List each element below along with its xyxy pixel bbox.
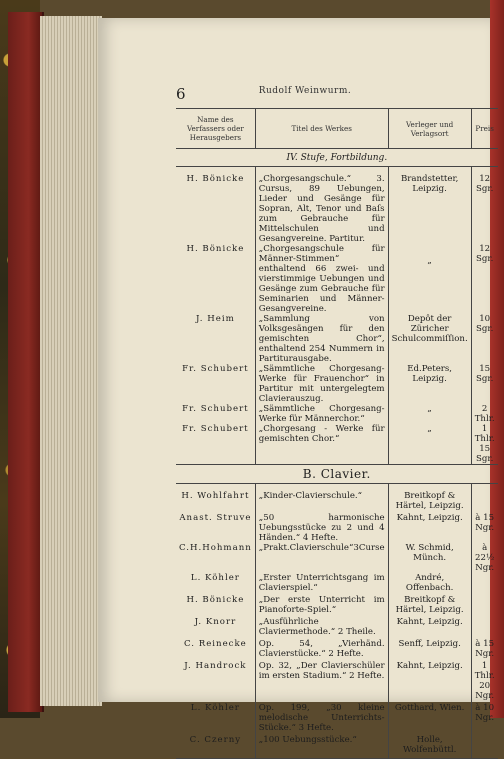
- publisher-cell: Ed.Peters, Leipzig.: [388, 364, 471, 404]
- price-cell: [471, 615, 497, 637]
- title-cell: „50 harmonische Uebungsstücke zu 2 und 4 Händen.“ 4 Hefte.: [255, 511, 388, 543]
- title-cell: „Sämmtliche Chorgesang-Werke für Frauenchor“ in Partitur mit untergelegtem Clavierauszug.: [255, 364, 388, 404]
- title-cell: „Chorgesang - Werke für gemischten Chor.“: [255, 424, 388, 465]
- table-row: [176, 424, 498, 465]
- title-cell: „Der erste Unterricht im Pianoforte-Spiel.“: [255, 593, 388, 615]
- publisher-cell: Holle, Wolfenbüttl.: [388, 733, 471, 759]
- price-cell: à 22½ Ngr.: [471, 543, 497, 573]
- title-cell: Op. 199, „30 kleine melodische Unterrichts-Stücke.“ 3 Hefte.: [255, 701, 388, 733]
- section-b-title: B. Clavier.: [176, 465, 498, 484]
- title-cell: Op. 54, „Vierhänd. Clavierstücke.“ 2 Hefte.: [255, 637, 388, 659]
- table-row: [176, 167, 498, 245]
- table-row: [176, 615, 498, 637]
- title-cell: Op. 32, „Der Clavierschüler im ersten Stadium.“ 2 Hefte.: [255, 659, 388, 701]
- publisher-cell: W. Schmid, Münch.: [388, 543, 471, 573]
- title-cell: „Erster Unterrichtsgang im Clavierspiel.“: [255, 573, 388, 593]
- table-row: [176, 404, 498, 424]
- publisher-cell: Kahnt, Leipzig.: [388, 511, 471, 543]
- author-cell: H. Bönicke: [186, 174, 245, 184]
- author-cell: C. Czerny: [176, 733, 255, 759]
- author-cell: Anast. Struve: [179, 513, 252, 523]
- table-row: [176, 593, 498, 615]
- publisher-cell: Breitkopf & Härtel, Leipzig.: [388, 484, 471, 512]
- table-row: [176, 543, 498, 573]
- running-head: Rudolf Weinwurm.: [258, 86, 352, 96]
- publisher-cell: Kahnt, Leipzig.: [388, 659, 471, 701]
- author-cell: J. Knorr: [194, 617, 237, 627]
- table-row: [176, 659, 498, 701]
- title-cell: „Chorgesangschule.“ 3. Cursus, 89 Uebungen, Lieder und Gesänge für Sopran, Alt, Tenor und Baſs zum Gebrauche für Mittelschulen und Gesangvereine. Partitur.: [255, 167, 388, 245]
- table-row: [176, 484, 498, 512]
- author-cell: C. Reinecke: [184, 639, 247, 649]
- price-cell: [471, 573, 497, 593]
- book-spine-cover: [8, 12, 44, 712]
- table-row: [176, 244, 498, 314]
- table-row: [176, 314, 498, 364]
- header-title: Titel des Werkes: [255, 109, 388, 149]
- publisher-cell: „: [388, 404, 471, 424]
- section-row-iv: [176, 149, 498, 167]
- author-cell: H. Bönicke: [186, 595, 245, 605]
- title-cell: „100 Uebungsstücke.“: [255, 733, 388, 759]
- price-cell: [471, 593, 497, 615]
- header-price: Preis: [471, 109, 497, 149]
- table-header-row: [176, 109, 498, 149]
- ditto-mark: „: [427, 256, 432, 266]
- table-row: [176, 637, 498, 659]
- price-cell: [471, 484, 497, 512]
- publisher-cell: André, Offenbach.: [388, 573, 471, 593]
- author-cell: H. Bönicke: [186, 244, 245, 254]
- price-cell: 10 Sgr.: [471, 314, 497, 364]
- price-cell: à 10 Ngr.: [471, 701, 497, 733]
- header-author: Name des Verfassers oder Herausgebers: [176, 109, 255, 149]
- price-cell: [471, 733, 497, 759]
- author-cell: Fr. Schubert: [182, 404, 249, 414]
- publisher-cell: Gotthard, Wien.: [388, 701, 471, 733]
- title-cell: „Chorgesangschule für Männer-Stimmen“ enthaltend 66 zwei- und vierstimmige Uebungen und Gesänge zum Gebrauche für Seminarien und Männer-Gesangvereine.: [255, 244, 388, 314]
- publisher-cell: Kahnt, Leipzig.: [388, 615, 471, 637]
- table-row: [176, 511, 498, 543]
- section-row-b: [176, 465, 498, 484]
- author-cell: C.H.Hohmann: [179, 543, 252, 553]
- header-publisher: Verleger und Verlagsort: [388, 109, 471, 149]
- title-cell: „Sammlung von Volksgesängen für den gemischten Chor“, enthaltend 254 Nummern in Partiturausgabe.: [255, 314, 388, 364]
- price-cell: 12 Sgr.: [471, 244, 497, 314]
- title-cell: „Ausführliche Claviermethode.“ 2 Theile.: [255, 615, 388, 637]
- title-cell: „Sämmtliche Chorgesang-Werke für Männerchor.“: [255, 404, 388, 424]
- price-cell: 2 Thlr.: [471, 404, 497, 424]
- author-cell: L. Köhler: [190, 703, 240, 713]
- author-cell: J. Heim: [196, 314, 235, 324]
- publisher-cell: Depôt der Züricher Schulcommiſſion.: [388, 314, 471, 364]
- page-number: 6: [176, 85, 186, 103]
- price-cell: 1 Thlr. 20 Ngr.: [471, 659, 497, 701]
- publisher-cell: Senff, Leipzig.: [388, 637, 471, 659]
- price-cell: à 15 Ngr.: [471, 637, 497, 659]
- title-cell: „Prakt.Clavierschule“3Curse: [255, 543, 388, 573]
- author-cell: J. Handrock: [184, 661, 247, 671]
- title-cell: „Kinder-Clavierschule.“: [255, 484, 388, 512]
- section-iv-title: IV. Stufe, Fortbildung.: [176, 149, 498, 167]
- page-edges: [40, 16, 102, 706]
- publisher-cell: Breitkopf & Härtel, Leipzig.: [388, 593, 471, 615]
- price-cell: 15 Sgr.: [471, 364, 497, 404]
- price-cell: 1 Thlr. 15 Sgr.: [471, 424, 497, 465]
- author-cell: Fr. Schubert: [182, 364, 249, 374]
- table-row: [176, 701, 498, 733]
- publisher-cell: [388, 244, 471, 314]
- table-row: [176, 733, 498, 759]
- table-row: [176, 573, 498, 593]
- catalog-table: [176, 108, 498, 759]
- publisher-cell: „: [388, 424, 471, 465]
- price-cell: 12 Sgr.: [471, 167, 497, 245]
- author-cell: Fr. Schubert: [182, 424, 249, 434]
- author-cell: H. Wohlfahrt: [181, 491, 250, 501]
- table-row: [176, 364, 498, 404]
- price-cell: à 15 Ngr.: [471, 511, 497, 543]
- author-cell: L. Köhler: [190, 573, 240, 583]
- publisher-cell: Brandstetter, Leipzig.: [388, 167, 471, 245]
